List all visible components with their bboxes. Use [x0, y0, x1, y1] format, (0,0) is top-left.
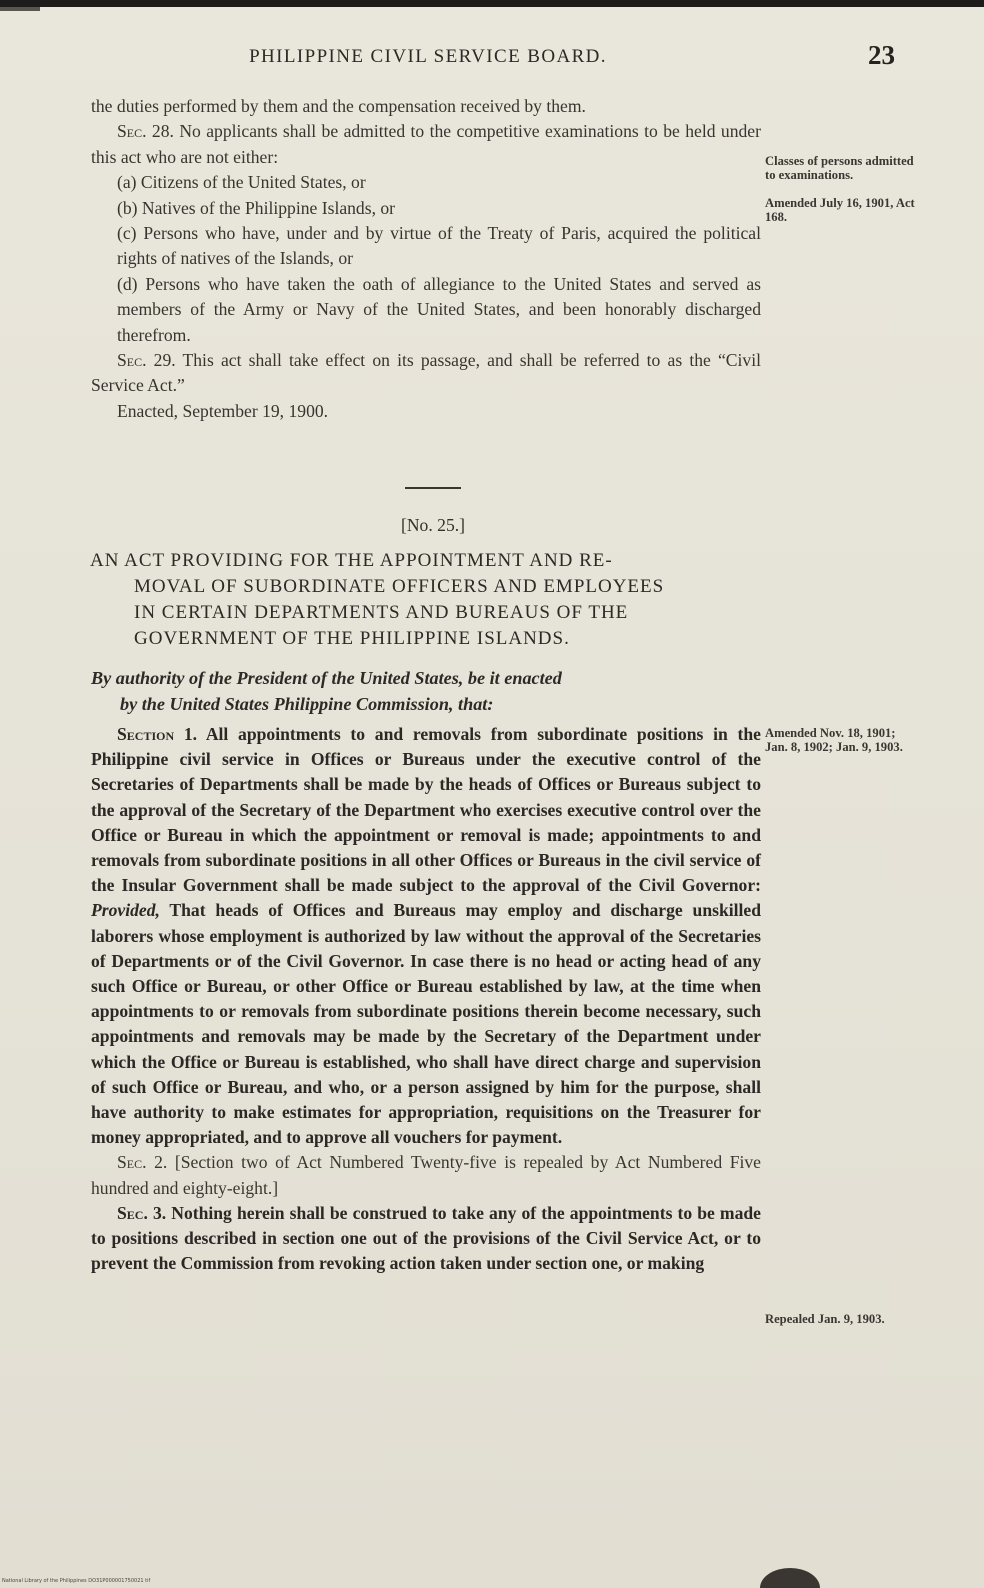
act-number: [No. 25.] — [400, 515, 465, 535]
section-28-intro: No applicants shall be admitted to the competitive examinations to be held under this act who are not either: — [91, 121, 761, 167]
section-29-text: This act shall take effect on its passage, and shall be referred to as the “Civil Service Act.” — [91, 350, 761, 396]
section-28-item-a: (a) Citizens of the United States, or — [117, 172, 366, 193]
act-body — [91, 722, 761, 1276]
enacting-line: By authority of the President of the United States, be it enacted — [91, 668, 562, 688]
margin-note-amended-1901: Amended July 16, 1901, Act 168. — [765, 196, 915, 224]
margin-note-repealed: Repealed Jan. 9, 1903. — [765, 1312, 885, 1326]
margin-note-classes: Classes of persons admitted to examinations. — [765, 154, 914, 182]
section-29-paragraph — [91, 348, 761, 399]
section-3-paragraph — [91, 1201, 761, 1277]
section-2-label: Sec. 2. — [117, 1152, 168, 1173]
section-divider — [405, 487, 461, 489]
section-28-item-d: (d) Persons who have taken the oath of allegiance to the United States and served as members of the Army or Navy of the United States, and been honorably discharged therefrom. — [117, 273, 761, 345]
enacted-line: Enacted, September 19, 1900. — [117, 400, 329, 421]
scan-credit: National Library of the Philippines DO31P000001750021 tif — [2, 1578, 151, 1584]
running-head: PHILIPPINE CIVIL SERVICE BOARD. — [249, 46, 607, 67]
previous-act-text — [91, 94, 761, 424]
act-title-line: GOVERNMENT OF THE PHILIPPINE ISLANDS. — [134, 628, 570, 649]
section-29-label: Sec. 29. — [117, 350, 176, 371]
act-title-line: IN CERTAIN DEPARTMENTS AND BUREAUS OF THE — [134, 602, 629, 623]
section-28-paragraph — [91, 119, 761, 170]
enacting-clause — [91, 665, 761, 717]
scan-blot — [760, 1568, 820, 1588]
section-3-text: Nothing herein shall be construed to take any of the appointments to be made to positions described in section one out of the provisions of the Civil Service Act, or to prevent the Commission from revoking action taken under section one, or making — [91, 1202, 761, 1274]
continuation-paragraph: the duties performed by them and the compensation received by them. — [91, 96, 586, 116]
section-2-text: [Section two of Act Numbered Twenty-five is repealed by Act Numbered Five hundred and eighty-eight.] — [91, 1152, 761, 1198]
page-number: 23 — [868, 40, 895, 70]
section-1-label: Section 1. — [117, 724, 198, 744]
section-2-paragraph — [91, 1150, 761, 1200]
margin-note-amended-nov: Amended Nov. 18, 1901; Jan. 8, 1902; Jan. 9, 1903. — [765, 726, 903, 754]
act-title-line: AN ACT PROVIDING FOR THE APPOINTMENT AND RE- — [90, 550, 613, 571]
section-28-item-b: (b) Natives of the Philippine Islands, or — [117, 197, 396, 218]
provided-keyword: Provided, — [91, 900, 160, 921]
section-1-proviso: That heads of Offices and Bureaus may employ and discharge unskilled laborers whose employment is authorized by law without the approval of the Secretaries of Departments or of the Civil Governor. In case there is no head or acting head of any such Office or Bureau, or other Office or Bureau established by law, at the time when appointments to or removals from subordinate positions therein become necessary, such appointments and removals may be made by the Secretary of the Department under which the Office or Bureau is established, who shall have direct charge and supervision of such Office or Bureau, and who, or a person assigned by him for the purpose, shall have authority to make estimates for appropriation, requisitions on the Treasurer for money appropriated, and to approve all vouchers for payment. — [91, 900, 761, 1148]
act-title-line: MOVAL OF SUBORDINATE OFFICERS AND EMPLOYEES — [134, 576, 665, 597]
section-1-paragraph — [91, 722, 761, 1150]
section-1-text: All appointments to and removals from subordinate positions in the Philippine civil service in Offices or Bureaus under the executive control of the Secretaries of Departments shall be made by the heads of Offices or Bureaus subject to the approval of the Secretary of the Department who exercises executive control over the Office or Bureau in which the appointment or removal is made; appointments to and removals from subordinate positions in all other Offices or Bureaus in the civil service of the Insular Government shall be made subject to the approval of the Civil Governor: — [91, 724, 761, 896]
section-28-label: Sec. 28. — [117, 121, 174, 142]
enacting-line: by the United States Philippine Commission, that: — [120, 694, 494, 714]
section-28-item-c: (c) Persons who have, under and by virtue of the Treaty of Paris, acquired the political rights of natives of the Islands, or — [117, 223, 761, 269]
scan-edge-notch — [0, 7, 40, 11]
section-3-label: Sec. 3. — [117, 1202, 167, 1223]
act-title — [90, 548, 770, 652]
scan-edge-rule — [0, 0, 984, 7]
